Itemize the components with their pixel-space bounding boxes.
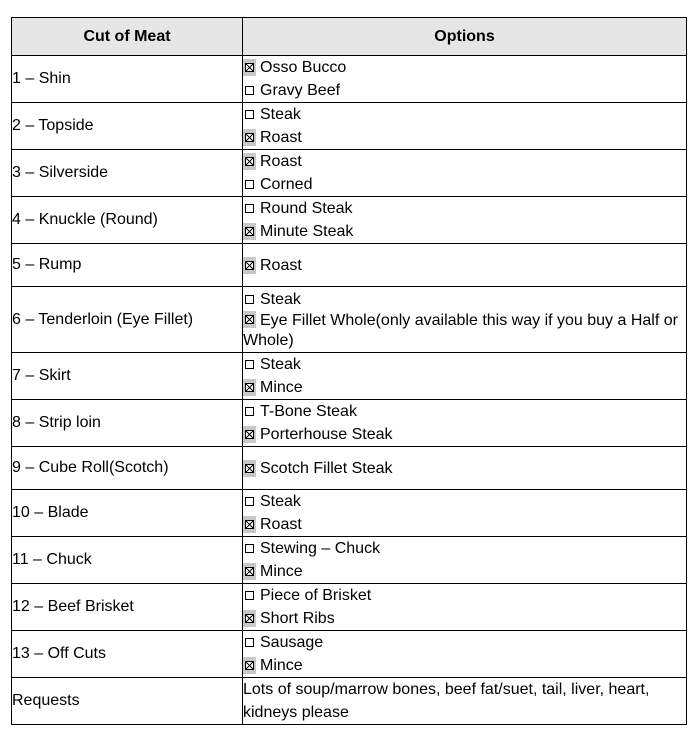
- option-item: [243, 490, 686, 513]
- table-row: [12, 353, 687, 400]
- requests-row: [12, 678, 687, 725]
- option-label: Stewing – Chuck: [260, 540, 381, 557]
- options-cell: [243, 103, 687, 150]
- option-label: Sausage: [260, 634, 324, 651]
- option-label: Roast: [260, 516, 302, 533]
- table-row: [12, 447, 687, 490]
- header-options: Options: [243, 18, 687, 56]
- option-item: [243, 288, 686, 311]
- options-cell: [243, 400, 687, 447]
- option-item: [243, 631, 686, 654]
- option-item: [243, 197, 686, 220]
- option-item: [243, 254, 686, 277]
- option-item: [243, 537, 686, 560]
- option-label: Roast: [260, 153, 302, 170]
- table-row: [12, 287, 687, 353]
- options-cell: [243, 490, 687, 537]
- cut-name: 13 – Off Cuts: [12, 631, 243, 678]
- checked-checkbox-icon[interactable]: [243, 657, 256, 674]
- unchecked-checkbox-icon[interactable]: [243, 106, 256, 123]
- option-label: Scotch Fillet Steak: [260, 459, 393, 477]
- table-row: [12, 103, 687, 150]
- table-row: [12, 244, 687, 287]
- table-row: [12, 56, 687, 103]
- checked-checkbox-icon[interactable]: [243, 257, 256, 274]
- cut-name: 2 – Topside: [12, 103, 243, 150]
- cut-name: 3 – Silverside: [12, 150, 243, 197]
- option-item: [243, 220, 686, 243]
- cut-name: 10 – Blade: [12, 490, 243, 537]
- option-item: [243, 79, 686, 102]
- unchecked-checkbox-icon[interactable]: [243, 403, 256, 420]
- option-label: Steak: [260, 493, 301, 510]
- option-label: Corned: [260, 176, 313, 193]
- unchecked-checkbox-icon[interactable]: [243, 176, 256, 193]
- unchecked-checkbox-icon[interactable]: [243, 587, 256, 604]
- option-item: [243, 654, 686, 677]
- header-row: [12, 18, 687, 56]
- checked-checkbox-icon[interactable]: [243, 153, 256, 170]
- unchecked-checkbox-icon[interactable]: [243, 82, 256, 99]
- option-item: [243, 353, 686, 376]
- cut-name: 8 – Strip loin: [12, 400, 243, 447]
- cut-name: 5 – Rump: [12, 244, 243, 287]
- options-cell: [243, 353, 687, 400]
- option-label: Roast: [260, 129, 302, 146]
- checked-checkbox-icon[interactable]: [243, 379, 256, 396]
- table-row: [12, 537, 687, 584]
- options-cell: [243, 56, 687, 103]
- cut-name: 12 – Beef Brisket: [12, 584, 243, 631]
- unchecked-checkbox-icon[interactable]: [243, 200, 256, 217]
- options-cell: [243, 287, 687, 353]
- checked-checkbox-icon[interactable]: [243, 460, 256, 477]
- option-label: Mince: [260, 563, 303, 580]
- unchecked-checkbox-icon[interactable]: [243, 493, 256, 510]
- cut-name: 9 – Cube Roll(Scotch): [12, 447, 243, 490]
- option-label: Round Steak: [260, 200, 353, 217]
- table-row: [12, 400, 687, 447]
- option-item: [243, 56, 686, 79]
- option-label: Gravy Beef: [260, 82, 341, 99]
- option-item: [243, 513, 686, 536]
- option-item: [243, 560, 686, 583]
- options-cell: [243, 584, 687, 631]
- option-item: [243, 126, 686, 149]
- checked-checkbox-icon[interactable]: [243, 563, 256, 580]
- option-label: Piece of Brisket: [260, 587, 372, 604]
- option-item: [243, 173, 686, 196]
- table-row: [12, 150, 687, 197]
- option-label: T-Bone Steak: [260, 403, 357, 420]
- option-item: [243, 376, 686, 399]
- cut-name: 11 – Chuck: [12, 537, 243, 584]
- option-item: [243, 103, 686, 126]
- unchecked-checkbox-icon[interactable]: [243, 634, 256, 651]
- option-item: [243, 457, 686, 480]
- cut-name: 4 – Knuckle (Round): [12, 197, 243, 244]
- checked-checkbox-icon[interactable]: [243, 223, 256, 240]
- options-cell: [243, 537, 687, 584]
- unchecked-checkbox-icon[interactable]: [243, 540, 256, 557]
- option-label: Porterhouse Steak: [260, 426, 393, 443]
- table-row: [12, 631, 687, 678]
- table-row: [12, 490, 687, 537]
- option-label: Roast: [260, 256, 302, 274]
- checked-checkbox-icon[interactable]: [243, 311, 256, 328]
- option-label: Steak: [260, 291, 301, 308]
- option-item: [243, 607, 686, 630]
- cut-name: 7 – Skirt: [12, 353, 243, 400]
- option-label: Steak: [260, 356, 301, 373]
- option-label: Osso Bucco: [260, 59, 347, 76]
- cut-name: 1 – Shin: [12, 56, 243, 103]
- option-label: Steak: [260, 106, 301, 123]
- option-label: Minute Steak: [260, 223, 354, 240]
- header-cut-of-meat: Cut of Meat: [12, 18, 243, 56]
- option-item: [243, 400, 686, 423]
- checked-checkbox-icon[interactable]: [243, 59, 256, 76]
- unchecked-checkbox-icon[interactable]: [243, 356, 256, 373]
- table-row: [12, 197, 687, 244]
- checked-checkbox-icon[interactable]: [243, 426, 256, 443]
- checked-checkbox-icon[interactable]: [243, 516, 256, 533]
- options-cell: [243, 447, 687, 490]
- option-item: [243, 311, 686, 351]
- meat-cut-table: [11, 17, 687, 725]
- option-item: [243, 584, 686, 607]
- options-cell: [243, 197, 687, 244]
- options-cell: [243, 631, 687, 678]
- requests-text[interactable]: Lots of soup/marrow bones, beef fat/suet, tail, liver, heart, kidneys please: [243, 678, 687, 725]
- requests-label: Requests: [12, 678, 243, 725]
- checked-checkbox-icon[interactable]: [243, 129, 256, 146]
- cut-name: 6 – Tenderloin (Eye Fillet): [12, 287, 243, 353]
- option-item: [243, 423, 686, 446]
- option-item: [243, 150, 686, 173]
- checked-checkbox-icon[interactable]: [243, 610, 256, 627]
- option-label: Mince: [260, 657, 303, 674]
- options-cell: [243, 150, 687, 197]
- option-label: Eye Fillet Whole(only available this way if you buy a Half or Whole): [243, 312, 678, 349]
- unchecked-checkbox-icon[interactable]: [243, 291, 256, 308]
- option-label: Short Ribs: [260, 610, 335, 627]
- table-row: [12, 584, 687, 631]
- option-label: Mince: [260, 379, 303, 396]
- options-cell: [243, 244, 687, 287]
